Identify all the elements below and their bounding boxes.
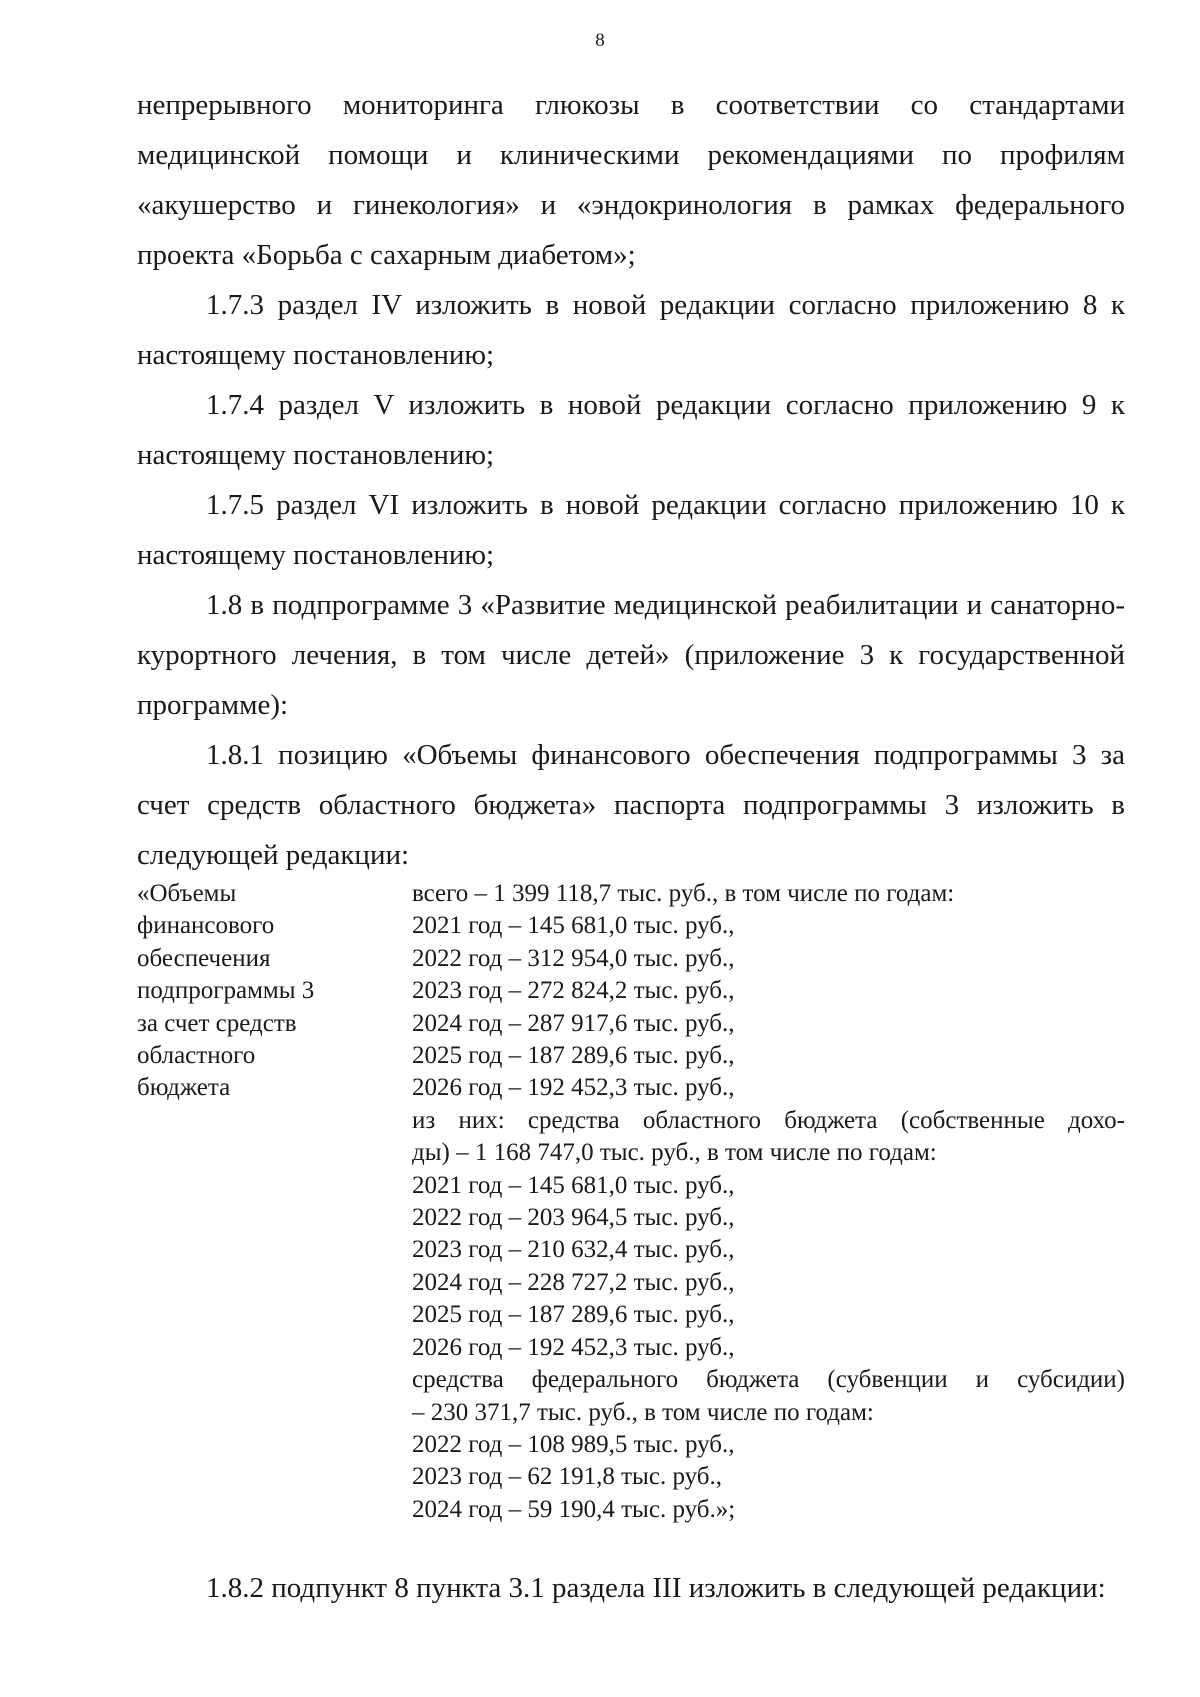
funding-year-line: 2021 год – 145 681,0 тыс. руб.,	[412, 912, 735, 940]
funding-year-line: 2023 год – 272 824,2 тыс. руб.,	[412, 977, 735, 1005]
funding-year-line: 2026 год – 192 452,3 тыс. руб.,	[412, 1074, 735, 1102]
federal-year-line: 2023 год – 62 191,8 тыс. руб.,	[412, 1463, 723, 1491]
table-label-line: обеспечения	[137, 944, 271, 972]
federal-budget-heading-line: средства федерального бюджета (субвенции и субсидии)	[412, 1366, 1125, 1394]
federal-year-line: 2022 год – 108 989,5 тыс. руб.,	[412, 1430, 735, 1458]
funding-year-line: 2024 год – 287 917,6 тыс. руб.,	[412, 1009, 735, 1037]
funding-table	[137, 878, 1125, 1526]
funding-table-label-column	[137, 878, 412, 1526]
paragraph-1-8: 1.8 в подпрограмме 3 «Развитие медицинской реабилитации и санаторно-курортного лечения, в том числе детей» (приложение 3 к государственной программе):	[137, 589, 1125, 721]
page-number: 8	[595, 30, 605, 51]
table-label-line: подпрограммы 3	[137, 977, 315, 1005]
regional-year-line: 2024 год – 228 727,2 тыс. руб.,	[412, 1268, 735, 1296]
paragraph-1-7-5: 1.7.5 раздел VI изложить в новой редакции согласно приложению 10 к настоящему постановлению;	[137, 489, 1125, 571]
table-label-line: за счет средств	[137, 1009, 297, 1037]
funding-total-line: всего – 1 399 118,7 тыс. руб., в том числе по годам:	[412, 880, 955, 907]
paragraph-1-7-3: 1.7.3 раздел IV изложить в новой редакции согласно приложению 8 к настоящему постановлению;	[137, 289, 1125, 371]
paragraph-1-8-2: 1.8.2 подпункт 8 пункта 3.1 раздела III изложить в следующей редакции:	[206, 1572, 1106, 1604]
regional-year-line: 2023 год – 210 632,4 тыс. руб.,	[412, 1236, 735, 1264]
table-label-line: финансового	[137, 912, 275, 940]
regional-year-line: 2026 год – 192 452,3 тыс. руб.,	[412, 1333, 735, 1361]
federal-budget-total-line: – 230 371,7 тыс. руб., в том числе по годам:	[412, 1398, 874, 1426]
regional-year-line: 2022 год – 203 964,5 тыс. руб.,	[412, 1204, 735, 1232]
funding-year-line: 2022 год – 312 954,0 тыс. руб.,	[412, 944, 735, 972]
funding-year-line: 2025 год – 187 289,6 тыс. руб.,	[412, 1042, 735, 1070]
paragraph-continuation: непрерывного мониторинга глюкозы в соответствии со стандартами медицинской помощи и клиническими рекомендациями по профилям «акушерство и гинекология» и «эндокринология в рамках федерального проекта «Борьба с сахарным диабетом»;	[137, 89, 1125, 271]
federal-year-line: 2024 год – 59 190,4 тыс. руб.»;	[412, 1495, 736, 1523]
document-body	[137, 80, 1125, 880]
funding-table-value-column	[412, 878, 1125, 1526]
regional-budget-heading-line: из них: средства областного бюджета (собственные дохо-	[412, 1106, 1125, 1134]
regional-year-line: 2021 год – 145 681,0 тыс. руб.,	[412, 1171, 735, 1199]
regional-budget-total-line: ды) – 1 168 747,0 тыс. руб., в том числе по годам:	[412, 1139, 937, 1167]
table-label-line: областного	[137, 1042, 256, 1070]
regional-year-line: 2025 год – 187 289,6 тыс. руб.,	[412, 1301, 735, 1329]
paragraph-1-7-4: 1.7.4 раздел V изложить в новой редакции согласно приложению 9 к настоящему постановлению;	[137, 389, 1125, 471]
paragraph-1-8-1: 1.8.1 позицию «Объемы финансового обеспечения подпрограммы 3 за счет средств областного бюджета» паспорта подпрограммы 3 изложить в следующей редакции:	[137, 739, 1125, 871]
table-label-line: «Объемы	[137, 880, 237, 907]
table-label-line: бюджета	[137, 1074, 231, 1102]
